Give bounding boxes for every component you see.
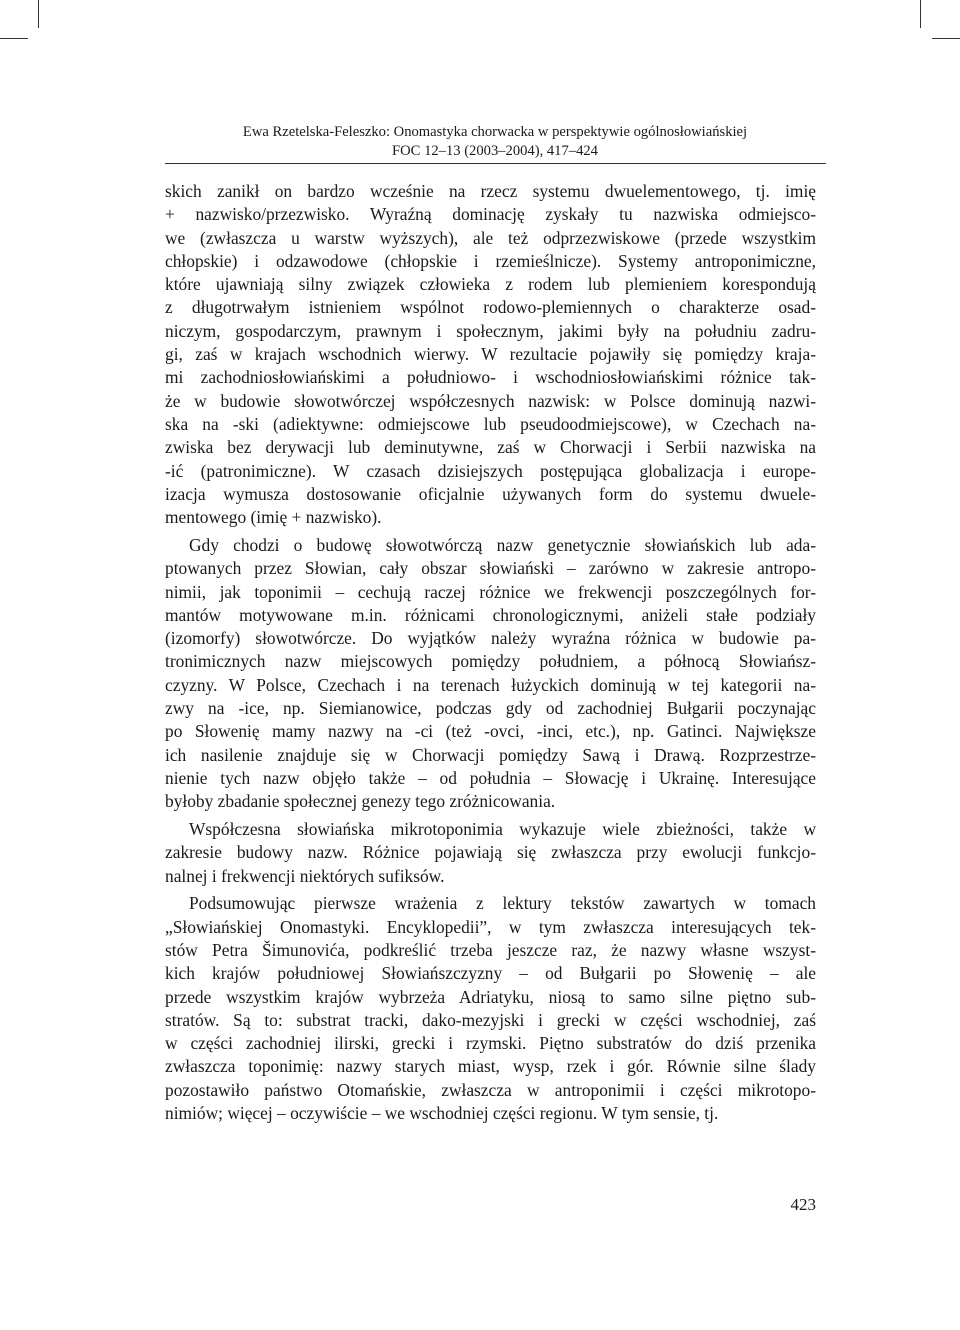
header-author-title: Ewa Rzetelska-Feleszko: Onomastyka chorwacka w perspektywie ogólnosłowiańskiej [242,124,748,140]
text-line: w części zachodniej ilirski, grecki i rzymski. Piętno substratów do dziś przenika [165,1033,816,1054]
text-line: że w budowie słowotwórczej współczesnych nazwisk: w Polsce dominują nazwi- [165,390,816,411]
text-line: byłoby zbadanie społecznej genezy tego zróżnicowania. [165,791,556,812]
crop-mark-top-right-horizontal [932,38,960,39]
page-number: 423 [790,1195,816,1214]
paragraph [165,534,816,814]
body-text [165,180,816,1125]
text-line: we (zwłaszcza u warstw wyższych), ale też odprzezwiskowe (przede wszystkim [165,227,816,248]
paragraph [165,892,816,1125]
paragraph [165,180,816,529]
text-line: nimii, jak toponimii – cechują raczej różnice we frekwencji poszczególnych for- [165,581,816,602]
text-line: Podsumowując pierwsze wrażenia z lektury tekstów zawartych w tomach [189,893,816,914]
header-journal: FOC 12–13 (2003–2004), 417–424 [392,143,598,159]
text-line: stów Petra Šimunovića, podkreślić trzeba jeszcze raz, że nazwy własne wszyst- [165,940,816,960]
text-line: pozostawiło państwo Otomańskie, zwłaszcza w antroponimii i części mikrotopo- [165,1079,816,1100]
text-line: mantów motywowane m.in. różnicami chronologicznymi, aniżeli stałe podziały [165,604,816,625]
text-line: zwiska bez derywacji lub deminutywne, zaś w Chorwacji i Serbii nazwiska na [165,437,816,458]
text-line: chłopskie) i odzawodowe (chłopskie i rzemieślnicze). Systemy antroponimiczne, [165,250,816,271]
crop-mark-top-left-vertical [38,0,39,28]
text-line: „Słowiańskiej Onomastyki. Encyklopedii”, w tym zwłaszcza interesujących tek- [165,916,816,937]
text-line: Gdy chodzi o budowę słowotwórczą nazw genetycznie słowiańskich lub ada- [189,534,816,555]
text-line: nienie tych nazw objęło także – od południa – Słowację i Ukrainę. Interesujące [165,767,816,788]
text-line: zwy na -ice, np. Siemianowice, podczas gdy od zachodniej Bułgarii poczynając [165,698,816,719]
text-line: kich krajów południowej Słowiańszczyzny – od Bułgarii po Słowenię – ale [165,963,816,984]
text-line: skich zanikł on bardzo wcześnie na rzecz systemu dwuelementowego, tj. imię [165,181,816,201]
text-line: + nazwisko/przezwisko. Wyraźną dominację zyskały tu nazwiska odmiejsco- [165,204,816,225]
text-line: ptowanych przez Słowian, cały obszar słowiański – zarówno w zakresie antropo- [165,558,816,579]
crop-mark-top-left-horizontal [0,38,28,39]
text-line: po Słowenię mamy nazwy na -ci (też -ovci, -inci, etc.), np. Gatinci. Największe [165,721,816,742]
text-line: mi zachodniosłowiańskimi a południowo- i wschodniosłowiańskimi różnice tak- [165,367,816,388]
text-line: czyzny. W Polsce, Czechach i na terenach łużyckich dominują w tej kategorii na- [165,674,816,695]
running-header [165,123,825,161]
text-line: przede wszystkim krajów wybrzeża Adriatyku, niosą to samo silne piętno sub- [165,986,816,1007]
text-line: które ujawniają silny związek człowieka z rodem lub plemieniem korespondują [165,274,816,295]
text-line: izacja wymusza dostosowanie oficjalnie używanych form do systemu dwuele- [165,483,816,504]
crop-mark-top-right-vertical [920,0,921,28]
text-line: (izomorfy) słowotwórcze. Do wyjątków należy wyraźna różnica w budowie pa- [165,628,816,649]
text-line: zakresie budowy nazw. Różnice pojawiają się zwłaszcza przy ewolucji funkcjo- [165,842,816,863]
text-line: niczym, gospodarczym, prawnym i społecznym, jakimi były na południu zadru- [165,320,816,341]
text-line: mentowego (imię + nazwisko). [165,507,382,528]
text-line: nalnej i frekwencji niektórych sufiksów. [165,865,445,886]
text-line: tronimicznych nazw miejscowych pomiędzy południem, a północą Słowiańsz- [165,651,816,672]
text-line: stratów. Są to: substrat tracki, dako-mezyjski i grecki w części wschodniej, zaś [165,1009,816,1030]
text-line: Współczesna słowiańska mikrotoponimia wykazuje wiele zbieżności, także w [189,819,816,840]
text-line: nimiów; więcej – oczywiście – we wschodniej części regionu. W tym sensie, tj. [165,1103,719,1124]
text-line: ska na -ski (adiektywne: odmiejscowe lub pseudoodmiejscowe), w Czechach na- [165,413,816,434]
text-line: z długotrwałym istnieniem wspólnot rodowo-plemiennych o charakterze osad- [165,297,816,318]
text-line: zwłaszcza toponimię: nazwy starych miast, wysp, rzek i gór. Równie silne ślady [165,1056,816,1077]
text-line: ich nasilenie znajduje się w Chorwacji pomiędzy Sawą i Drawą. Rozprzestrze- [165,744,816,765]
paragraph [165,818,816,888]
header-rule [165,163,826,164]
text-line: -ić (patronimiczne). W czasach dzisiejszych postępująca globalizacja i europe- [165,460,816,481]
text-line: gi, zaś w krajach wschodnich wierwy. W rezultacie pojawiły się pomiędzy kraja- [165,344,816,365]
